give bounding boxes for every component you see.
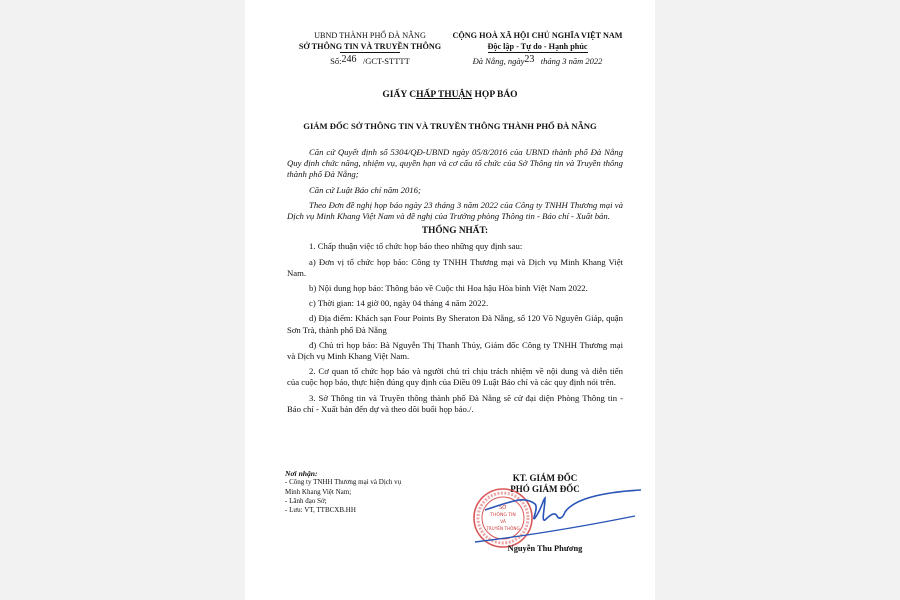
national-header-block xyxy=(445,30,630,67)
recipient-line: - Công ty TNHH Thương mại và Dịch vụ xyxy=(285,478,402,487)
title-part: HẤP THUẬN xyxy=(416,90,473,100)
department-name: SỞ THÔNG TIN VÀ TRUYỀN THÔNG xyxy=(298,42,442,51)
svg-text:TRUYỀN THÔNG: TRUYỀN THÔNG xyxy=(486,526,520,531)
clause: 3. Sở Thông tin và Truyền thông thành phố Đà Nẵng sẽ cử đại diện Phòng Thông tin - Báo chí - Xuất bản đến dự và theo dõi buổi họp báo./. xyxy=(287,392,623,414)
recipients-block xyxy=(285,469,455,515)
preamble-paragraph: Căn cứ Luật Báo chí năm 2016; xyxy=(309,184,421,195)
document-number xyxy=(285,56,455,67)
clause: c) Thời gian: 14 giờ 00, ngày 04 tháng 4 năm 2022. xyxy=(309,298,489,309)
issue-date xyxy=(445,56,630,67)
document-title xyxy=(245,90,655,100)
number-value: 246 xyxy=(341,54,357,65)
document-page xyxy=(245,0,655,600)
clause: đ) Chủ trì họp báo: Bà Nguyễn Thị Thanh Thủy, Giám đốc Công ty TNHH Thương mại và Dịch vụ Minh Khang Việt Nam. xyxy=(287,339,623,362)
clause: 2. Cơ quan tổ chức họp báo và người chủ trì chịu trách nhiệm về nội dung và diễn tiến của cuộc họp báo, thực hiện đúng quy định của Điều 09 Luật Báo chí và các quy định nói trên. xyxy=(287,366,623,388)
issuer-title: GIÁM ĐỐC SỞ THÔNG TIN VÀ TRUYỀN THÔNG THÀNH PHỐ ĐÀ NẴNG xyxy=(303,121,597,131)
signer-role: PHÓ GIÁM ĐỐC xyxy=(510,484,580,494)
clause: d) Địa điểm: Khách sạn Four Points By Sheraton Đà Nẵng, số 120 Võ Nguyên Giáp, quận Sơn Trà, thành phố Đà Nẵng xyxy=(287,313,623,335)
title-part: HỌP BÁO xyxy=(472,90,518,100)
svg-text:SỞ: SỞ xyxy=(499,505,507,511)
preamble-paragraph: Căn cứ Quyết định số 5304/QĐ-UBND ngày 05/8/2016 của UBND thành phố Đà Nẵng Quy định chức năng, nhiệm vụ, quyền hạn và cơ cấu tổ chức của Sở Thông tin và Truyền thông thành phố Đà Nẵng; xyxy=(287,147,623,180)
recipients-heading: Nơi nhận: xyxy=(285,469,318,478)
divider xyxy=(488,52,588,53)
recipient-line: - Lưu: VT, TTBCXB.HH xyxy=(285,506,356,515)
clause: b) Nội dung họp báo: Thông báo về Cuộc thi Hoa hậu Hòa bình Việt Nam 2022. xyxy=(309,283,588,294)
signature-block xyxy=(445,473,645,553)
date-suffix: tháng 3 năm 2022 xyxy=(540,56,603,66)
svg-text:THÔNG TIN: THÔNG TIN xyxy=(490,513,516,518)
number-suffix: /GCT-STTTT xyxy=(362,56,410,66)
date-prefix: Đà Nẵng, ngày xyxy=(472,56,525,66)
document-body xyxy=(287,147,623,419)
date-day: 23 xyxy=(524,54,535,65)
clause: a) Đơn vị tổ chức họp báo: Công ty TNHH Thương mại và Dịch vụ Minh Khang Việt Nam. xyxy=(287,256,623,278)
national-motto: Độc lập - Tự do - Hạnh phúc xyxy=(487,42,588,51)
signer-name: Nguyễn Thu Phương xyxy=(507,544,583,553)
svg-text:VÀ: VÀ xyxy=(500,520,506,525)
issuing-authority-block xyxy=(285,30,455,67)
agreement-heading: THỐNG NHẤT: xyxy=(421,226,489,237)
signer-role: KT. GIÁM ĐỐC xyxy=(512,473,578,483)
preamble-paragraph: Theo Đơn đề nghị họp báo ngày 23 tháng 3 năm 2022 của Công ty TNHH Thương mại và Dịch vụ Minh Khang Việt Nam và đề nghị của Trưởng phòng Thông tin - Báo chí - Xuất bản. xyxy=(287,199,623,222)
authority-name: UBND THÀNH PHỐ ĐÀ NẴNG xyxy=(314,31,426,40)
recipient-line: - Lãnh đạo Sở; xyxy=(285,496,327,505)
title-part: GIẤY C xyxy=(382,90,417,100)
number-prefix: Số: xyxy=(330,56,342,66)
nation-name: CỘNG HOÀ XÃ HỘI CHỦ NGHĨA VIỆT NAM xyxy=(452,31,623,40)
divider xyxy=(340,52,400,53)
handwritten-signature-icon xyxy=(465,478,645,548)
clause: 1. Chấp thuận việc tổ chức họp báo theo những quy định sau: xyxy=(309,241,523,252)
recipient-line: Minh Khang Việt Nam; xyxy=(285,487,352,496)
